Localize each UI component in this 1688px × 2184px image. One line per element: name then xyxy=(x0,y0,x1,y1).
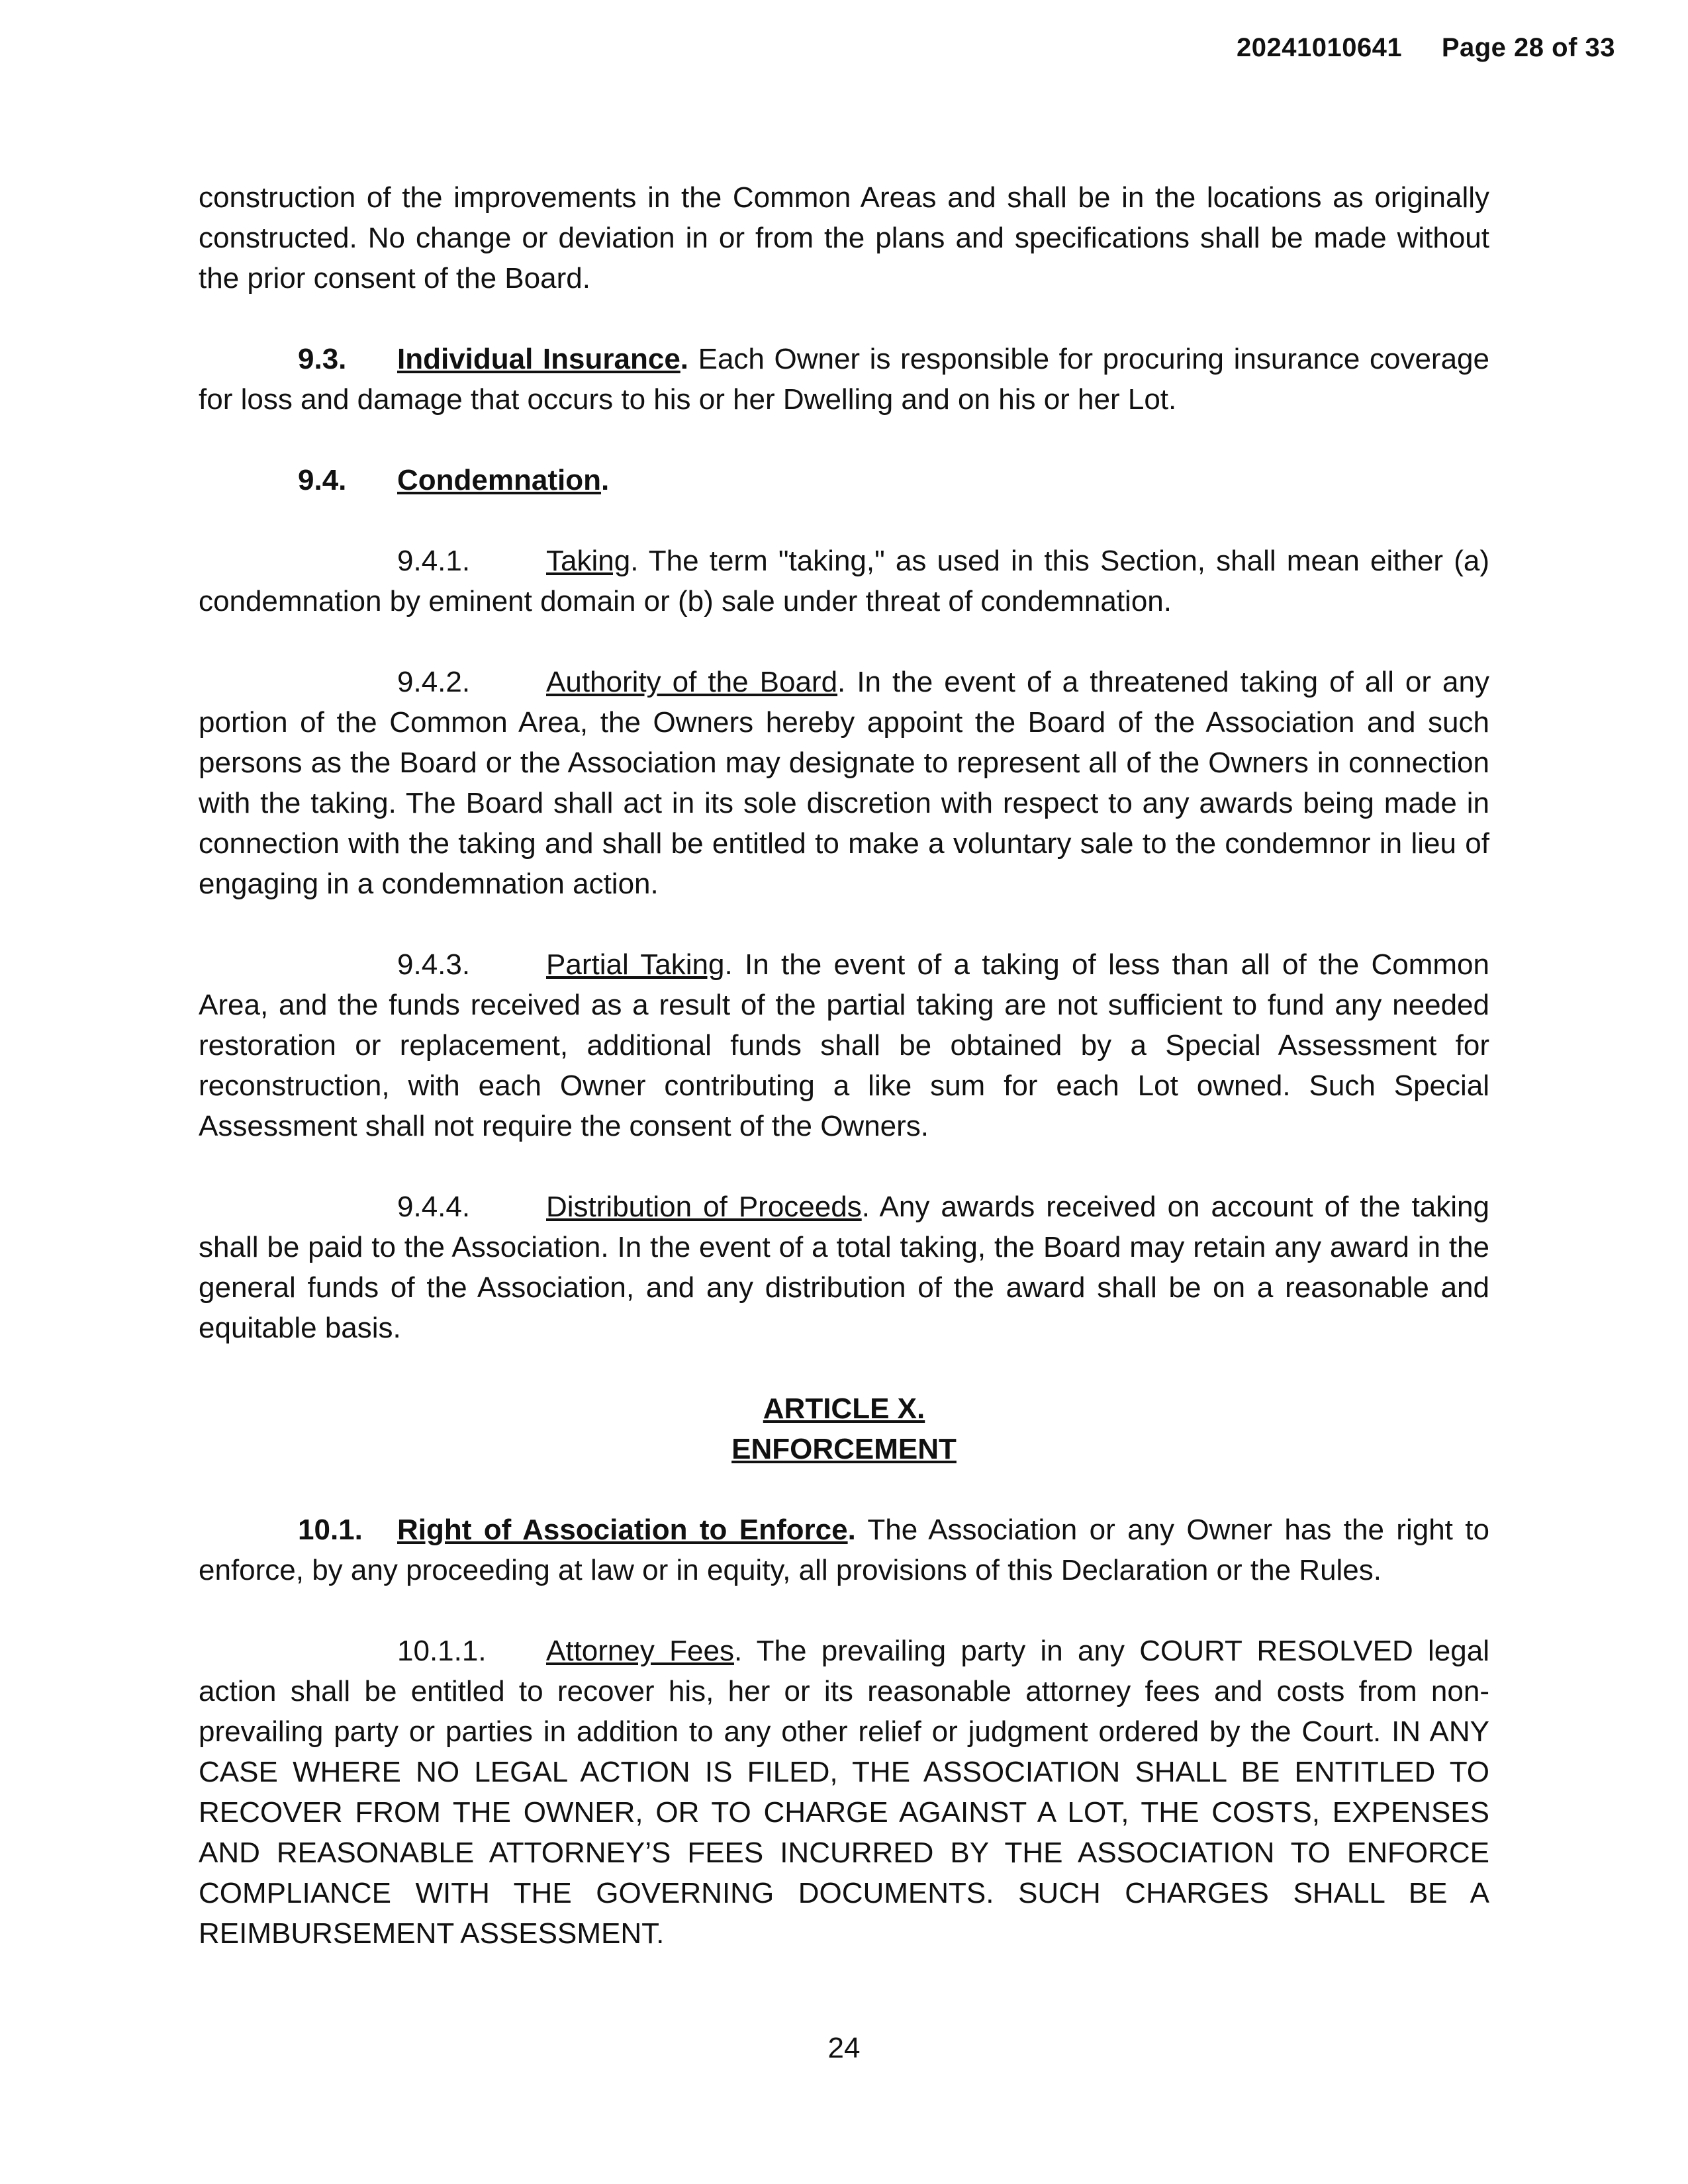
subsection-title: Distribution of Proceeds xyxy=(546,1191,862,1223)
subsection-title: Taking xyxy=(546,545,631,577)
article-title: ENFORCEMENT xyxy=(731,1433,957,1465)
section-9-3 xyxy=(199,339,1489,420)
section-title: Right of Association to Enforce xyxy=(397,1514,848,1546)
subsection-title: Authority of the Board xyxy=(546,666,838,698)
section-title-punct: . xyxy=(847,1514,856,1546)
subsection-body: . In the event of a threatened taking of all or any portion of the Common Area, the Owners hereby appoint the Board of the Association and such persons as the Board or the Association may designate to represent all of the Owners in connection with the taking. The Board shall act in its sole discretion with respect to any awards being made in connection with the taking and shall be entitled to make a voluntary sale to the condemnor in lieu of engaging in a condemnation action. xyxy=(199,666,1489,900)
subsection-body: . Any awards received on account of the taking shall be paid to the Association. In the event of a total taking, the Board may retain any award in the general funds of the Association, and any distribution of the award shall be on a reasonable and equitable basis. xyxy=(199,1191,1489,1344)
section-number: 9.4. xyxy=(298,464,347,496)
section-9-4-2 xyxy=(199,662,1489,904)
recording-header xyxy=(1237,33,1615,63)
subsection-body: . In the event of a taking of less than all of the Common Area, and the funds received as a result of the partial taking are not sufficient to fund any needed restoration or replacement, additional funds shall be obtained by a Special Assessment for reconstruction, with each Owner contributing a like sum for each Lot owned. Such Special Assessment shall not require the consent of the Owners. xyxy=(199,948,1489,1142)
section-title: Individual Insurance xyxy=(397,343,680,375)
page-label: Page 28 of 33 xyxy=(1441,33,1615,62)
page-number: 24 xyxy=(827,2032,861,2064)
document-body xyxy=(199,177,1489,1994)
article-heading xyxy=(199,1388,1489,1469)
section-10-1-1 xyxy=(199,1631,1489,1954)
subsection-number: 9.4.3. xyxy=(397,948,471,981)
continuation-paragraph: construction of the improvements in the Common Areas and shall be in the locations as originally constructed. No change or deviation in or from the plans and specifications shall be made without the prior consent of the Board. xyxy=(199,181,1489,295)
section-body: Each Owner is responsible for procuring insurance coverage for loss and damage that occurs to his or her Dwelling and on his or her Lot. xyxy=(199,343,1489,416)
subsection-body: . The prevailing party in any COURT RESOLVED legal action shall be entitled to recover his, her or its reasonable attorney fees and costs from non-prevailing party or parties in addition to any other relief or judgment ordered by the Court. IN ANY CASE WHERE NO LEGAL ACTION IS FILED, THE ASSOCIATION SHALL BE ENTITLED TO RECOVER FROM THE OWNER, OR TO CHARGE AGAINST A LOT, THE COSTS, EXPENSES AND REASONABLE ATTORNEY’S FEES INCURRED BY THE ASSOCIATION TO ENFORCE COMPLIANCE WITH THE GOVERNING DOCUMENTS. SUCH CHARGES SHALL BE A REIMBURSEMENT ASSESSMENT. xyxy=(199,1635,1489,1950)
subsection-number: 9.4.2. xyxy=(397,666,471,698)
section-9-4 xyxy=(199,460,1489,500)
section-9-4-3 xyxy=(199,944,1489,1146)
subsection-number: 9.4.1. xyxy=(397,545,471,577)
section-body: The Association or any Owner has the right to enforce, by any proceeding at law or in equity, all provisions of this Declaration or the Rules. xyxy=(199,1514,1489,1586)
article-number: ARTICLE X. xyxy=(763,1392,925,1425)
section-title: Condemnation xyxy=(397,464,601,496)
recording-number: 20241010641 xyxy=(1236,33,1403,62)
section-number: 9.3. xyxy=(298,343,347,375)
subsection-body: . The term "taking," as used in this Section, shall mean either (a) condemnation by eminent domain or (b) sale under threat of condemnation. xyxy=(199,545,1489,617)
section-9-4-1 xyxy=(199,541,1489,621)
subsection-title: Attorney Fees xyxy=(546,1635,734,1667)
section-title-punct: . xyxy=(680,343,689,375)
subsection-number: 10.1.1. xyxy=(397,1635,487,1667)
section-title-punct: . xyxy=(600,464,610,496)
section-number: 10.1. xyxy=(298,1514,363,1546)
section-9-4-4 xyxy=(199,1187,1489,1348)
section-10-1 xyxy=(199,1510,1489,1590)
subsection-title: Partial Taking xyxy=(546,948,725,981)
subsection-number: 9.4.4. xyxy=(397,1191,471,1223)
